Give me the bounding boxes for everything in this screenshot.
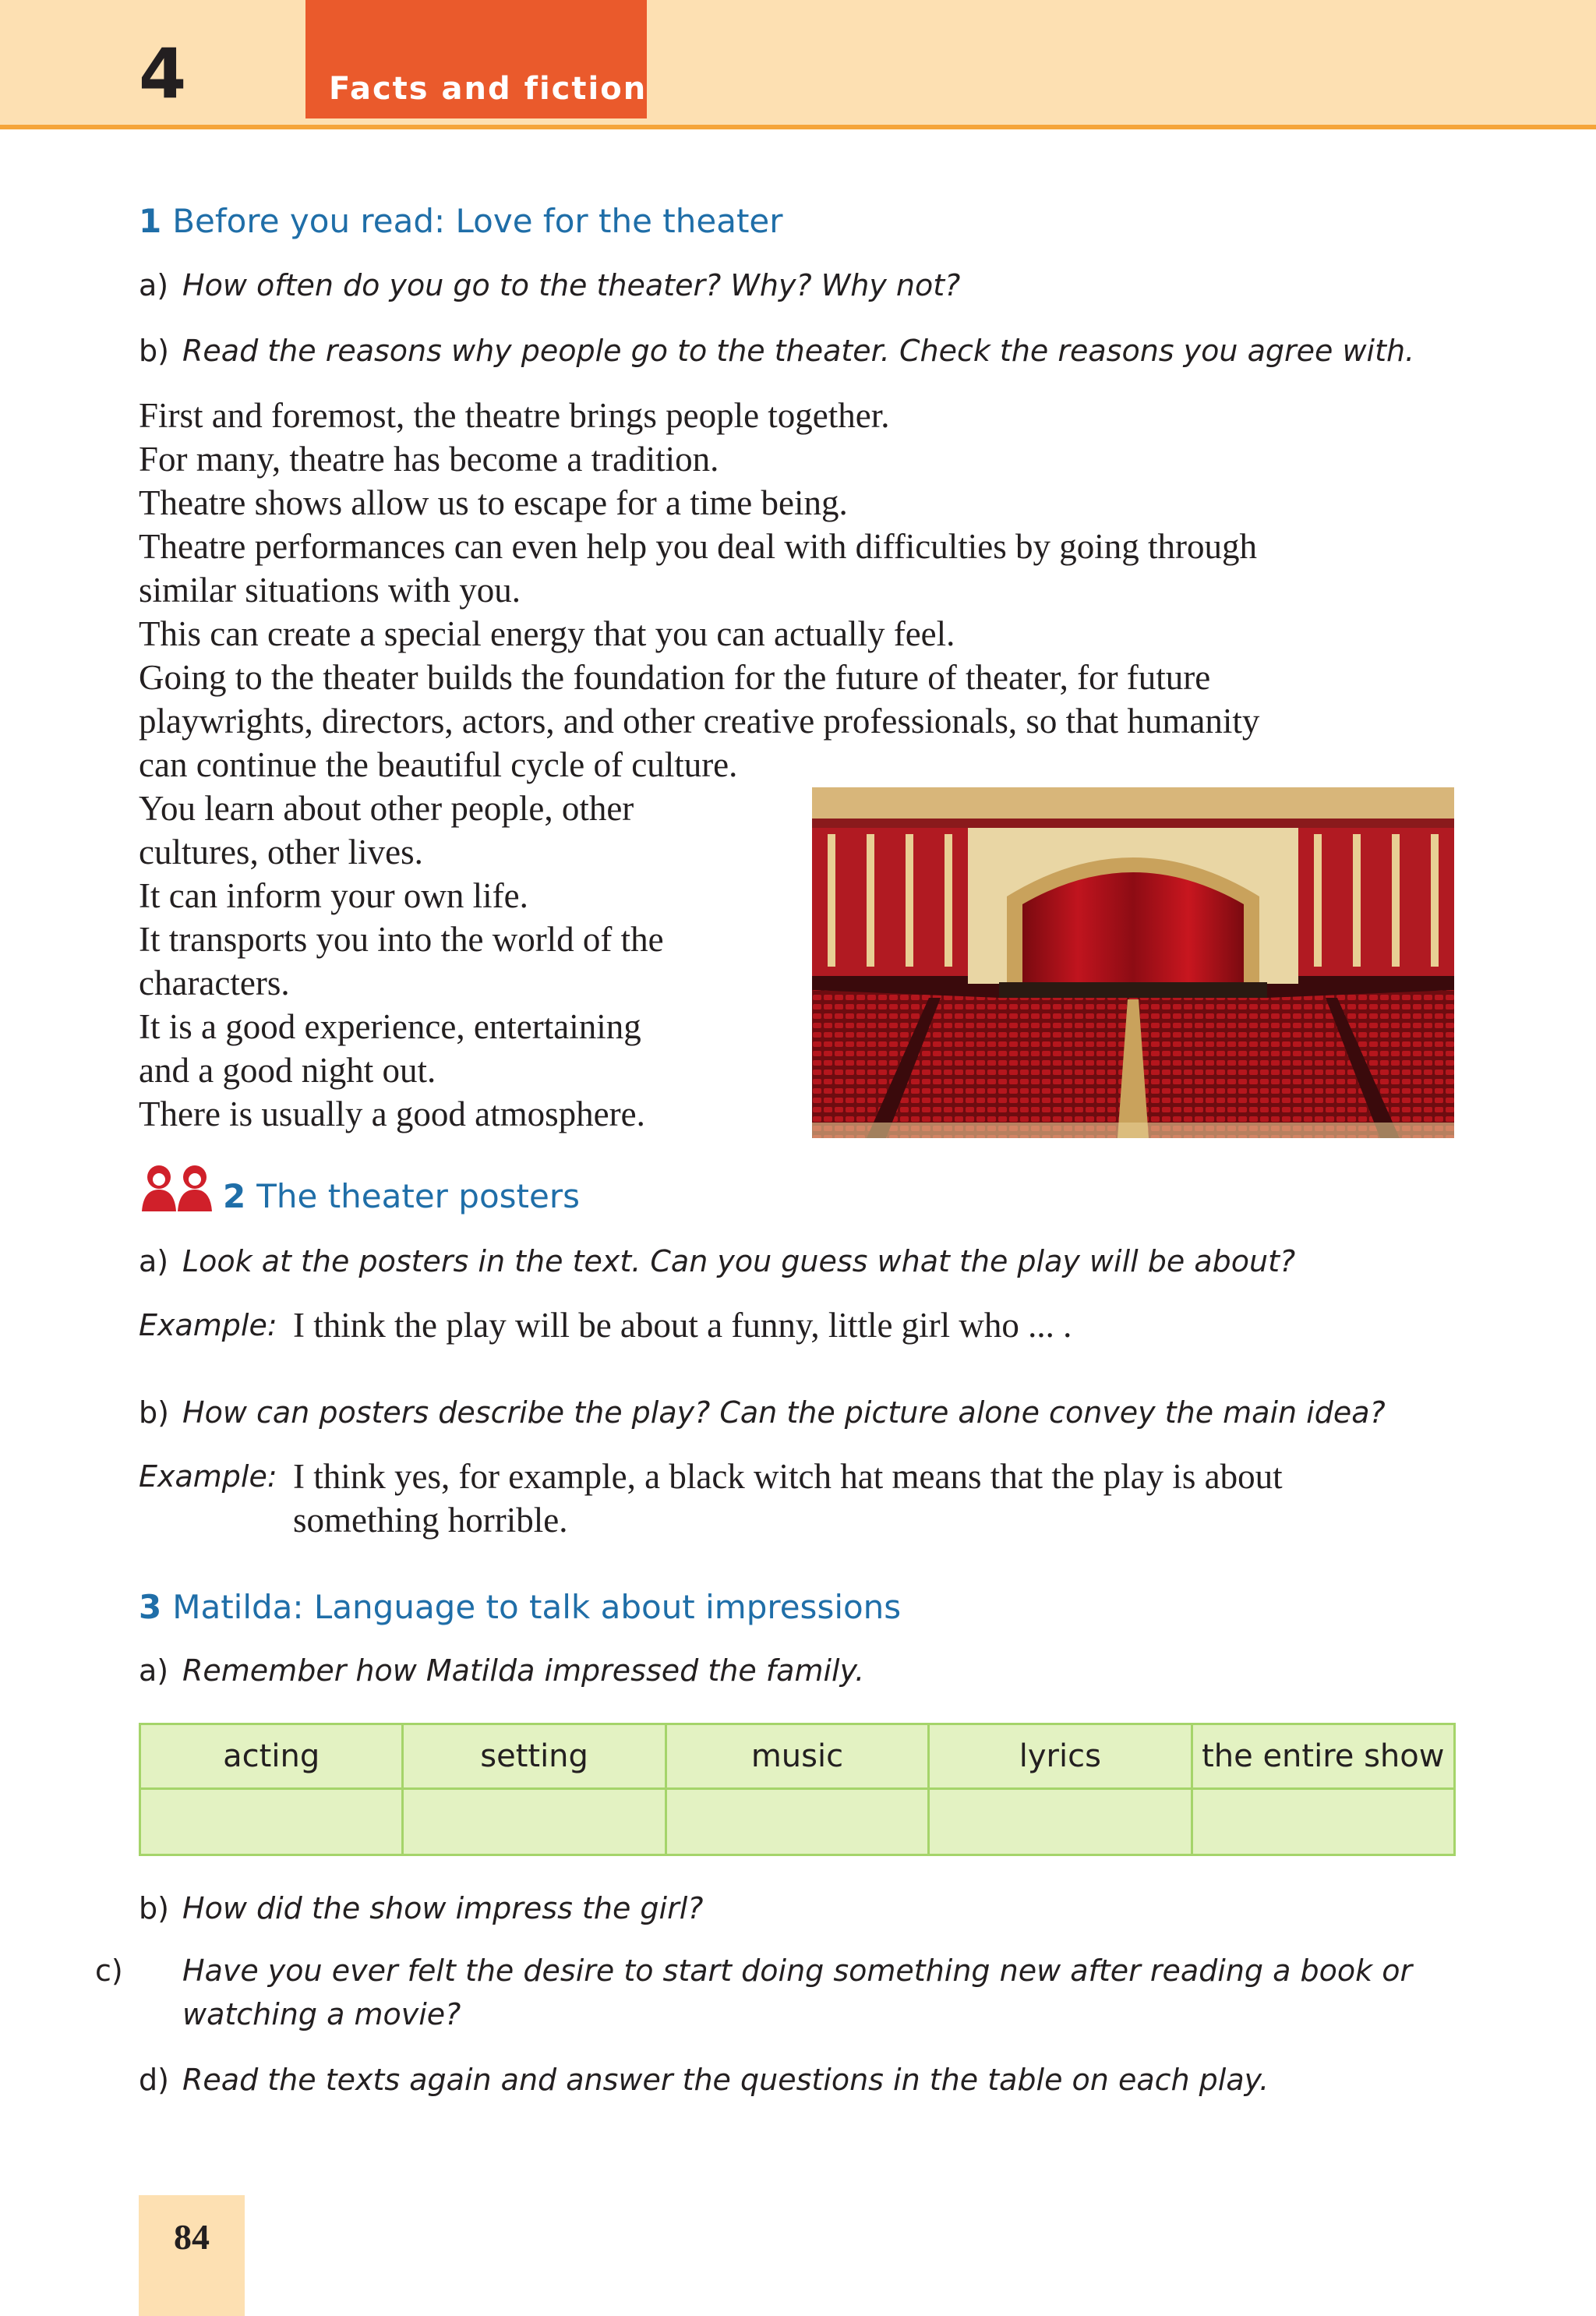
question-text: How did the show impress the girl? (182, 1891, 704, 1925)
table-cell-empty[interactable] (140, 1789, 403, 1855)
question-1a (139, 263, 1464, 307)
reason-line: It transports you into the world of the (139, 920, 664, 959)
table-header-row (140, 1724, 1455, 1789)
question-label: a) (139, 1653, 169, 1688)
question-label: a) (139, 268, 169, 302)
example-2a (139, 1303, 1464, 1347)
reason-line: playwrights, directors, actors, and other creative professionals, so that humanity (139, 702, 1260, 741)
table-header-cell: music (666, 1724, 928, 1789)
question-text: Read the texts again and answer the questions in the table on each play. (182, 2063, 1269, 2097)
reason-line: It is a good experience, entertaining (139, 1007, 641, 1046)
reason-line: First and foremost, the theatre brings people together. (139, 396, 890, 435)
table-row (140, 1789, 1455, 1855)
reason-line: For many, theatre has become a tradition. (139, 440, 719, 479)
chapter-title: Facts and fiction (329, 71, 648, 107)
question-text: How can posters describe the play? Can the picture alone convey the main idea? (182, 1395, 1386, 1430)
question-label: c) (95, 1954, 123, 1988)
reason-line: There is usually a good atmosphere. (139, 1094, 645, 1133)
page-header (0, 0, 1596, 125)
page-number-box (139, 2195, 245, 2316)
section-number: 2 (223, 1177, 246, 1215)
question-label: b) (139, 334, 169, 368)
impressions-table (139, 1723, 1456, 1856)
table-cell-empty[interactable] (929, 1789, 1192, 1855)
question-label: a) (139, 1244, 169, 1278)
question-text: Remember how Matilda impressed the family. (182, 1653, 865, 1688)
reason-line: similar situations with you. (139, 571, 521, 610)
section-title: Before you read: Love for the theater (172, 202, 783, 240)
section-2-heading (223, 1175, 580, 1218)
question-3c (95, 1949, 1476, 2036)
section-title: Matilda: Language to talk about impressions (172, 1588, 902, 1626)
theater-illustration (812, 787, 1454, 1138)
section-3-heading (139, 1586, 901, 1629)
table-header-cell: the entire show (1192, 1724, 1454, 1789)
question-text: How often do you go to the theater? Why? Why not? (182, 268, 961, 302)
reason-line: This can create a special energy that you can actually feel. (139, 614, 955, 653)
table-header-cell: lyrics (929, 1724, 1192, 1789)
header-divider (0, 125, 1596, 129)
reason-line: It can inform your own life. (139, 876, 528, 915)
example-text: I think yes, for example, a black witch hat means that the play is about something horrible. (293, 1457, 1283, 1540)
question-label: b) (139, 1395, 169, 1430)
table-cell-empty[interactable] (666, 1789, 928, 1855)
page-number: 84 (174, 2217, 210, 2257)
example-label: Example: (139, 1459, 277, 1494)
example-text: I think the play will be about a funny, little girl who ... . (293, 1306, 1072, 1345)
pair-work-icon (139, 1162, 215, 1211)
example-label: Example: (139, 1308, 277, 1342)
question-text: Have you ever felt the desire to start doing something new after reading a book or watching a movie? (182, 1954, 1413, 2031)
section-number: 3 (139, 1588, 162, 1626)
question-1b (139, 329, 1464, 373)
section-number: 1 (139, 202, 162, 240)
section-title: The theater posters (256, 1177, 580, 1215)
table-cell-empty[interactable] (403, 1789, 666, 1855)
table-header-cell: acting (140, 1724, 403, 1789)
section-1-heading (139, 200, 783, 243)
question-3b (139, 1886, 1464, 1930)
example-2b (139, 1455, 1464, 1542)
reason-line: Theatre shows allow us to escape for a time being. (139, 483, 848, 522)
chapter-number: 4 (139, 34, 187, 114)
question-2b (139, 1391, 1464, 1434)
theater-photo (812, 787, 1454, 1138)
table-header-cell: setting (403, 1724, 666, 1789)
reason-line: You learn about other people, other (139, 789, 634, 828)
reason-line: can continue the beautiful cycle of culture. (139, 745, 738, 784)
reason-line: cultures, other lives. (139, 833, 423, 872)
table-cell-empty[interactable] (1192, 1789, 1454, 1855)
question-2a (139, 1239, 1464, 1283)
question-label: d) (139, 2063, 169, 2097)
question-3d (139, 2058, 1464, 2102)
reason-line: Theatre performances can even help you deal with difficulties by going through (139, 527, 1257, 566)
question-text: Read the reasons why people go to the theater. Check the reasons you agree with. (182, 334, 1415, 368)
question-label: b) (139, 1891, 169, 1925)
reason-line: and a good night out. (139, 1051, 436, 1090)
question-3a (139, 1649, 1464, 1692)
question-text: Look at the posters in the text. Can you guess what the play will be about? (182, 1244, 1296, 1278)
reason-line: Going to the theater builds the foundation for the future of theater, for future (139, 658, 1211, 697)
reason-line: characters. (139, 964, 290, 1002)
